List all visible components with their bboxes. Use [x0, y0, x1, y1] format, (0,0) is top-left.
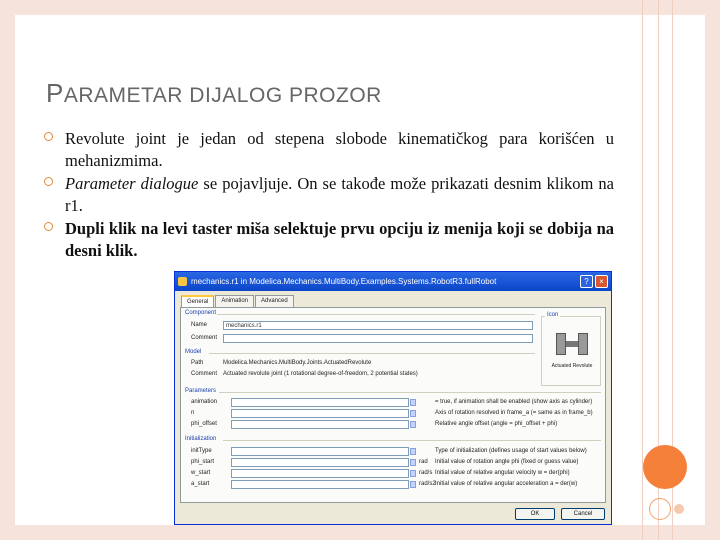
tab-animation[interactable]: Animation	[215, 295, 254, 307]
bullet-item: Revolute joint je jedan od stepena slobode kinematičkog para korišćen u mehanizmima.	[44, 128, 614, 172]
revolute-part-right-icon	[578, 333, 588, 355]
path-value: Modelica.Mechanics.MultiBody.Joints.ActuatedRevolute	[223, 360, 372, 366]
divider	[209, 353, 535, 354]
slide-title: PARAMETAR DIJALOG PROZOR	[46, 78, 382, 108]
icon-section-title: Icon	[547, 312, 559, 318]
bullet-item: Parameter dialogue se pojavljuje. On se takođe može prikazati desnim klikom na r1.	[44, 173, 614, 217]
parameters-section-title: Parameters	[185, 388, 217, 394]
init-desc-a-start: Initial value of relative angular acceleration a = der(w)	[435, 481, 578, 487]
dropdown-arrow-icon[interactable]	[410, 470, 416, 477]
param-label-animation: animation	[191, 399, 218, 405]
init-desc-w-start: Initial value of relative angular velocity w = der(phi)	[435, 470, 570, 476]
param-field-phi-offset[interactable]	[231, 420, 409, 429]
tab-advanced[interactable]: Advanced	[255, 295, 294, 307]
bullet-marker-icon	[44, 222, 53, 231]
icon-caption: Actuated Revolute	[551, 363, 593, 369]
close-button[interactable]: ×	[595, 275, 608, 288]
bullet-item: Dupli klik na levi taster miša selektuje prvu opciju iz menija koji se dobija na desni klik.	[44, 218, 614, 262]
init-unit-w-start: rad/s	[419, 470, 433, 476]
divider	[223, 440, 601, 441]
parameter-dialog	[174, 271, 612, 525]
ok-button[interactable]: OK	[515, 508, 555, 520]
dropdown-arrow-icon[interactable]	[410, 421, 416, 428]
cancel-button[interactable]: Cancel	[561, 508, 605, 520]
tab-general[interactable]: General	[181, 295, 214, 309]
comment-label: Comment	[191, 335, 218, 341]
revolute-axis-icon	[566, 341, 578, 347]
init-label-a-start: a_start	[191, 481, 210, 487]
init-label-phi-start: phi_start	[191, 459, 215, 465]
model-section-title: Model	[185, 349, 202, 355]
divider	[219, 392, 601, 393]
divider	[217, 314, 535, 315]
decor-circle-large	[643, 445, 687, 489]
model-comment-label: Comment	[191, 371, 218, 377]
revolute-part-left-icon	[556, 333, 566, 355]
app-icon	[178, 277, 187, 286]
path-label: Path	[191, 360, 204, 366]
init-field-inittype[interactable]	[231, 447, 409, 456]
init-field-phi-start[interactable]	[231, 458, 409, 467]
init-desc-phi-start: Initial value of rotation angle phi (fixed or guess value)	[435, 459, 579, 465]
bullet-marker-icon	[44, 177, 53, 186]
param-desc-phi-offset: Relative angle offset (angle = phi_offset + phi)	[435, 421, 558, 427]
icon-preview	[541, 312, 601, 386]
help-button[interactable]: ?	[580, 275, 593, 288]
model-comment-value: Actuated revolute joint (1 rotational degree-of-freedom, 2 potential states)	[223, 371, 418, 377]
dialog-title: mechanics.r1 in Modelica.Mechanics.MultiBody.Examples.Systems.RobotR3.fullRobot	[191, 277, 497, 286]
component-section-title: Component	[185, 310, 217, 316]
dialog-title-bar[interactable]	[175, 272, 611, 291]
decor-circle-ring	[649, 498, 671, 520]
init-label-w-start: w_start	[191, 470, 211, 476]
decor-line	[642, 0, 643, 540]
name-label: Name	[191, 322, 208, 328]
comment-field[interactable]	[223, 334, 533, 343]
init-field-w-start[interactable]	[231, 469, 409, 478]
dropdown-arrow-icon[interactable]	[410, 399, 416, 406]
general-panel	[180, 307, 606, 503]
param-label-n: n	[191, 410, 195, 416]
name-field[interactable]: mechanics.r1	[223, 321, 533, 330]
dropdown-arrow-icon[interactable]	[410, 410, 416, 417]
init-desc-inittype: Type of initialization (defines usage of start values below)	[435, 448, 587, 454]
decor-circle-small	[674, 504, 684, 514]
bullet-marker-icon	[44, 132, 53, 141]
init-field-a-start[interactable]	[231, 480, 409, 489]
param-desc-n: Axis of rotation resolved in frame_a (= same as in frame_b)	[435, 410, 593, 416]
dropdown-arrow-icon[interactable]	[410, 481, 416, 488]
param-field-animation[interactable]	[231, 398, 409, 407]
init-unit-a-start: rad/s2	[419, 481, 436, 487]
init-unit-phi-start: rad	[419, 459, 428, 465]
param-label-phi-offset: phi_offset	[191, 421, 217, 427]
dropdown-arrow-icon[interactable]	[410, 448, 416, 455]
param-field-n[interactable]	[231, 409, 409, 418]
param-desc-animation: = true, if animation shall be enabled (show axis as cylinder)	[435, 399, 593, 405]
bullet-list	[44, 128, 614, 263]
init-label-inittype: initType	[191, 448, 212, 454]
tab-bar	[181, 295, 295, 307]
dropdown-arrow-icon[interactable]	[410, 459, 416, 466]
init-section-title: Initialization	[185, 436, 217, 442]
